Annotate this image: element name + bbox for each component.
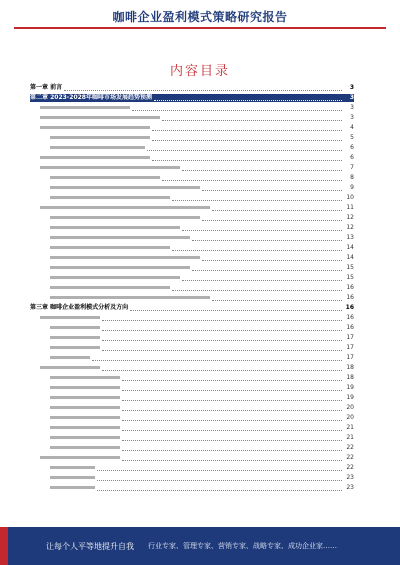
illegible-text-placeholder xyxy=(50,246,170,249)
toc-page-number: 9 xyxy=(350,184,354,191)
illegible-text-placeholder xyxy=(40,366,100,369)
illegible-text-placeholder xyxy=(50,406,120,409)
illegible-text-placeholder xyxy=(50,226,180,229)
header-divider xyxy=(14,27,386,29)
toc-page-number: 23 xyxy=(346,484,354,491)
toc-entry-label xyxy=(30,134,150,142)
toc-leader-dots xyxy=(122,446,342,451)
toc-leader-dots xyxy=(122,426,342,431)
toc-entry-label: 第一章 前言 xyxy=(30,84,63,91)
toc-entry[interactable] xyxy=(30,224,354,232)
toc-entry[interactable] xyxy=(30,444,354,452)
toc-entry-label xyxy=(30,424,120,432)
toc-entry[interactable] xyxy=(30,204,354,212)
toc-entry-label xyxy=(30,454,120,462)
toc-leader-dots xyxy=(102,346,342,351)
toc-page-number: 20 xyxy=(346,414,354,421)
toc-entry[interactable] xyxy=(30,344,354,352)
toc-leader-dots xyxy=(122,396,342,401)
illegible-text-placeholder xyxy=(50,286,170,289)
toc-page-number: 12 xyxy=(346,214,354,221)
toc-leader-dots xyxy=(122,386,342,391)
illegible-text-placeholder xyxy=(50,266,190,269)
toc-page-number: 3 xyxy=(350,104,354,111)
toc-entry-label xyxy=(30,314,100,322)
illegible-text-placeholder xyxy=(50,346,100,349)
toc-chapter-entry[interactable] xyxy=(30,84,354,92)
toc-leader-dots xyxy=(122,436,342,441)
toc-entry[interactable] xyxy=(30,104,354,112)
footer-tags: 行业专家、管理专家、营销专家、战略专家、成功企业家…… xyxy=(148,542,337,550)
illegible-text-placeholder xyxy=(50,136,150,139)
toc-page-number: 3 xyxy=(349,84,354,91)
toc-page-number: 19 xyxy=(346,384,354,391)
illegible-text-placeholder xyxy=(50,356,90,359)
illegible-text-placeholder xyxy=(50,476,95,479)
toc-page-number: 14 xyxy=(346,244,354,251)
toc-entry[interactable] xyxy=(30,124,354,132)
illegible-text-placeholder xyxy=(50,256,200,259)
toc-entry-label xyxy=(30,434,120,442)
page-header xyxy=(0,0,400,30)
toc-entry-label xyxy=(30,234,190,242)
toc-leader-dots xyxy=(102,336,342,341)
toc-entry-label xyxy=(30,274,180,282)
toc-entry[interactable] xyxy=(30,214,354,222)
toc-leader-dots xyxy=(147,146,342,151)
toc-entry[interactable] xyxy=(30,294,354,302)
toc-leader-dots xyxy=(182,166,342,171)
toc-entry[interactable] xyxy=(30,114,354,122)
toc-page-number: 11 xyxy=(346,204,354,211)
toc-entry[interactable] xyxy=(30,324,354,332)
toc-entry[interactable] xyxy=(30,484,354,492)
illegible-text-placeholder xyxy=(50,186,200,189)
illegible-text-placeholder xyxy=(50,386,120,389)
toc-leader-dots xyxy=(102,326,342,331)
toc-page-number: 21 xyxy=(346,424,354,431)
toc-leader-dots xyxy=(182,276,342,281)
toc-chapter-entry[interactable] xyxy=(30,304,354,312)
toc-entry-label xyxy=(30,474,95,482)
toc-leader-dots xyxy=(212,206,342,211)
toc-leader-dots xyxy=(172,246,342,251)
toc-leader-dots xyxy=(172,286,342,291)
toc-page-number: 3 xyxy=(349,94,354,101)
toc-leader-dots xyxy=(122,376,342,381)
toc-page-number: 15 xyxy=(346,274,354,281)
toc-leader-dots xyxy=(212,296,342,301)
toc-leader-dots xyxy=(192,236,342,241)
toc-leader-dots xyxy=(92,356,342,361)
illegible-text-placeholder xyxy=(50,396,120,399)
toc-page-number: 16 xyxy=(345,304,354,311)
toc-entry[interactable] xyxy=(30,274,354,282)
toc-entry[interactable] xyxy=(30,404,354,412)
illegible-text-placeholder xyxy=(50,486,95,489)
toc-entry-label xyxy=(30,384,120,392)
illegible-text-placeholder xyxy=(50,196,170,199)
footer-accent-bar xyxy=(0,527,8,565)
toc-entry[interactable] xyxy=(30,384,354,392)
toc-page-number: 17 xyxy=(346,344,354,351)
toc-entry[interactable] xyxy=(30,414,354,422)
toc-leader-dots xyxy=(152,136,342,141)
toc-entry-label: 第二章 2023-2028年咖啡市场发展趋势预测 xyxy=(30,94,152,101)
toc-leader-dots xyxy=(122,456,342,461)
toc-leader-dots xyxy=(152,126,342,131)
toc-page-number: 8 xyxy=(350,174,354,181)
toc-leader-dots xyxy=(192,266,342,271)
illegible-text-placeholder xyxy=(50,276,180,279)
toc-leader-dots xyxy=(154,96,342,101)
toc-leader-dots xyxy=(202,256,342,261)
toc-page-number: 15 xyxy=(346,264,354,271)
toc-entry[interactable] xyxy=(30,374,354,382)
toc-entry[interactable] xyxy=(30,264,354,272)
toc-page-number: 17 xyxy=(346,354,354,361)
illegible-text-placeholder xyxy=(50,416,120,419)
illegible-text-placeholder xyxy=(50,446,120,449)
toc-entry[interactable] xyxy=(30,394,354,402)
toc-leader-dots xyxy=(97,476,342,481)
toc-entry[interactable] xyxy=(30,424,354,432)
toc-entry[interactable] xyxy=(30,174,354,182)
toc-entry-label xyxy=(30,224,180,232)
illegible-text-placeholder xyxy=(40,156,150,159)
toc-page-number: 16 xyxy=(346,314,354,321)
toc-entry[interactable] xyxy=(30,154,354,162)
toc-entry[interactable] xyxy=(30,464,354,472)
toc-page-number: 4 xyxy=(350,124,354,131)
toc-entry-label xyxy=(30,244,170,252)
toc-entry[interactable] xyxy=(30,354,354,362)
toc-entry[interactable] xyxy=(30,184,354,192)
toc-entry-label xyxy=(30,104,130,112)
toc-entry-label xyxy=(30,404,120,412)
toc-page-number: 22 xyxy=(346,444,354,451)
toc-entry-label xyxy=(30,194,170,202)
toc-leader-dots xyxy=(162,176,342,181)
toc-leader-dots xyxy=(102,366,342,371)
toc-entry[interactable] xyxy=(30,234,354,242)
toc-page-number: 7 xyxy=(350,164,354,171)
illegible-text-placeholder xyxy=(50,336,100,339)
toc-leader-dots xyxy=(130,306,342,311)
toc-leader-dots xyxy=(202,186,342,191)
toc-entry[interactable] xyxy=(30,474,354,482)
toc-entry[interactable] xyxy=(30,244,354,252)
toc-page-number: 12 xyxy=(346,224,354,231)
toc-entry[interactable] xyxy=(30,454,354,462)
toc-entry-label xyxy=(30,184,200,192)
toc-leader-dots xyxy=(182,226,342,231)
illegible-text-placeholder xyxy=(40,166,180,169)
toc-entry[interactable] xyxy=(30,284,354,292)
toc-entry-label xyxy=(30,144,145,152)
toc-page-number: 16 xyxy=(346,294,354,301)
toc-page-number: 16 xyxy=(346,284,354,291)
toc-entry-label xyxy=(30,324,100,332)
toc-entry-label xyxy=(30,394,120,402)
toc-entry-label xyxy=(30,164,180,172)
toc-leader-dots xyxy=(122,406,342,411)
toc-leader-dots xyxy=(97,486,342,491)
toc-entry-label xyxy=(30,354,90,362)
toc-page-number: 16 xyxy=(346,324,354,331)
toc-entry-label xyxy=(30,344,100,352)
toc-entry-label xyxy=(30,444,120,452)
toc-page-number: 22 xyxy=(346,454,354,461)
toc-entry-label xyxy=(30,264,190,272)
toc-entry[interactable] xyxy=(30,364,354,372)
illegible-text-placeholder xyxy=(50,216,200,219)
toc-entry-label xyxy=(30,214,200,222)
toc-entry[interactable] xyxy=(30,144,354,152)
illegible-text-placeholder xyxy=(50,376,120,379)
toc-entry-label xyxy=(30,364,100,372)
illegible-text-placeholder xyxy=(40,206,210,209)
footer-slogan: 让每个人平等地提升自我 xyxy=(46,542,134,551)
toc-entry-label xyxy=(30,114,160,122)
toc-leader-dots xyxy=(162,116,342,121)
toc-title: 内容目录 xyxy=(169,64,230,79)
illegible-text-placeholder xyxy=(50,296,210,299)
toc-leader-dots xyxy=(152,156,342,161)
illegible-text-placeholder xyxy=(40,316,100,319)
toc-entry-label xyxy=(30,374,120,382)
illegible-text-placeholder xyxy=(50,176,160,179)
toc-entry[interactable] xyxy=(30,334,354,342)
toc-entry-label xyxy=(30,294,210,302)
toc-entry[interactable] xyxy=(30,254,354,262)
toc-page-number: 10 xyxy=(346,194,354,201)
toc-page-number: 5 xyxy=(350,134,354,141)
toc-page-number: 14 xyxy=(346,254,354,261)
illegible-text-placeholder xyxy=(50,426,120,429)
illegible-text-placeholder xyxy=(50,146,145,149)
report-title: 咖啡企业盈利模式策略研究报告 xyxy=(112,10,288,24)
illegible-text-placeholder xyxy=(40,126,150,129)
toc-entry-label xyxy=(30,484,95,492)
illegible-text-placeholder xyxy=(40,116,160,119)
toc-entry-label xyxy=(30,414,120,422)
toc-page-number: 22 xyxy=(346,464,354,471)
illegible-text-placeholder xyxy=(40,106,130,109)
toc-leader-dots xyxy=(64,86,342,91)
toc-leader-dots xyxy=(202,216,342,221)
toc-entry-label xyxy=(30,464,95,472)
toc-leader-dots xyxy=(97,466,342,471)
toc-page-number: 21 xyxy=(346,434,354,441)
toc-page-number: 20 xyxy=(346,404,354,411)
illegible-text-placeholder xyxy=(50,466,95,469)
toc-entry-label xyxy=(30,284,170,292)
illegible-text-placeholder xyxy=(50,236,190,239)
toc-entry[interactable] xyxy=(30,314,354,322)
toc-page-number: 19 xyxy=(346,394,354,401)
toc-entry[interactable] xyxy=(30,164,354,172)
toc-leader-dots xyxy=(102,316,342,321)
illegible-text-placeholder xyxy=(40,456,120,459)
toc-chapter-entry[interactable] xyxy=(30,94,354,102)
toc-entry-label xyxy=(30,124,150,132)
illegible-text-placeholder xyxy=(50,326,100,329)
toc-page-number: 18 xyxy=(346,364,354,371)
toc-page-number: 6 xyxy=(350,144,354,151)
toc-entry[interactable] xyxy=(30,134,354,142)
toc-leader-dots xyxy=(122,416,342,421)
toc-page-number: 18 xyxy=(346,374,354,381)
toc-entry[interactable] xyxy=(30,194,354,202)
toc-entry-label xyxy=(30,204,210,212)
toc-entry[interactable] xyxy=(30,434,354,442)
toc-entry-label: 第三章 咖啡企业盈利模式分析及方向 xyxy=(30,304,129,311)
toc-entry-label xyxy=(30,254,200,262)
toc-entry-label xyxy=(30,154,150,162)
toc-leader-dots xyxy=(172,196,342,201)
toc-page-number: 13 xyxy=(346,234,354,241)
toc-page-number: 6 xyxy=(350,154,354,161)
toc-leader-dots xyxy=(132,106,342,111)
illegible-text-placeholder xyxy=(50,436,120,439)
toc-page-number: 3 xyxy=(350,114,354,121)
toc-entry-label xyxy=(30,174,160,182)
toc-page-number: 23 xyxy=(346,474,354,481)
toc-entry-label xyxy=(30,334,100,342)
toc-page-number: 17 xyxy=(346,334,354,341)
